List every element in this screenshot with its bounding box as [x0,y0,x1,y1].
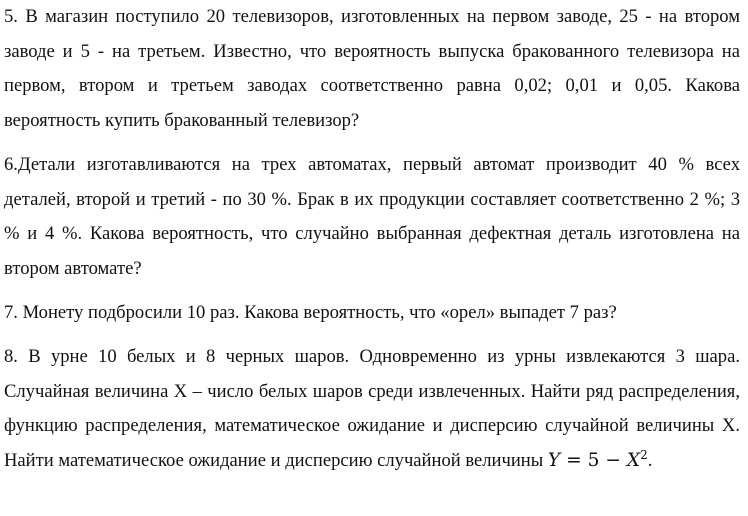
formula-end: . [647,449,653,471]
problem-5: 5. В магазин поступило 20 телевизоров, изготовленных на первом заводе, 25 - на втором заводе и 5 - на третьем. Известно, что вероятность выпуска бракованного телевизора на первом, втором и третьем заводах соответственно равна 0,02; 0,01 и 0,05. Какова вероятность купить бракованный телевизор? [4,6,740,131]
problem-7: 7. Монету подбросили 10 раз. Какова вероятность, что «орел» выпадет 7 раз? [4,302,617,323]
formula-eq: = 5 − [560,449,627,471]
formula-var: X [626,449,641,471]
problem-8 [4,340,740,478]
formula-exponent: 2 [640,447,648,462]
problem-8-text: 8. В урне 10 белых и 8 черных шаров. Одновременно из урны извлекаются 3 шара. Случайная величина X – число белых шаров среди извлеченных. Найти ряд распределения, функцию распределения, математическое ожидание и дисперсию случайной величины X. Найти математическое ожидание и дисперсию случайной величины [4,346,740,471]
formula-lhs: Y [547,449,561,471]
problem-6: 6.Детали изготавливаются на трех автоматах, первый автомат производит 40 % всех деталей, второй и третий - по 30 %. Брак в их продукции составляет соответственно 2 %; 3 % и 4 %. Какова вероятность, что случайно выбранная дефектная деталь изготовлена на втором автомате? [4,154,740,279]
